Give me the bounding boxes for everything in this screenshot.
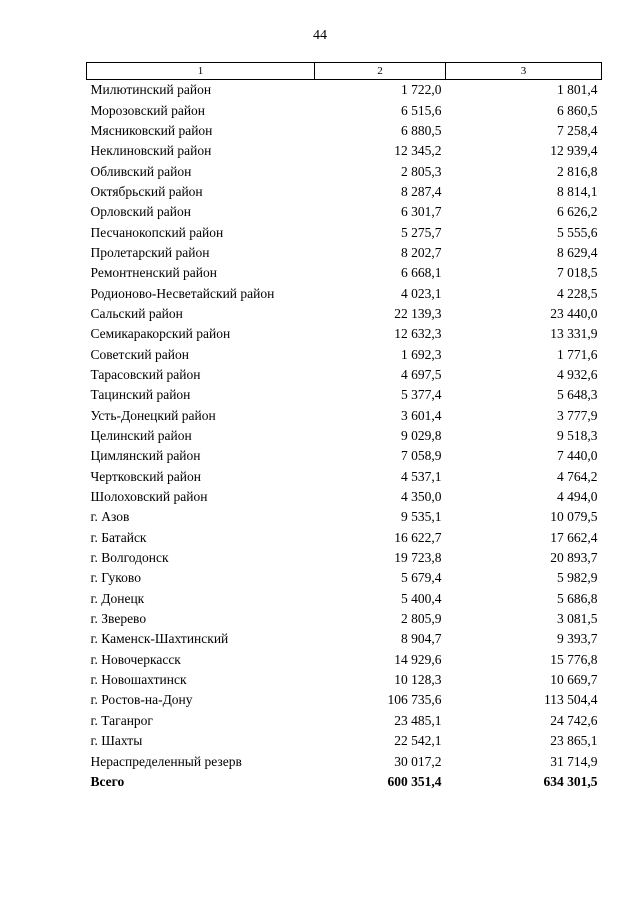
amount-col-2: 6 301,7 [401,204,442,220]
territory-name: Тацинский район [90,387,191,403]
table-row [87,629,602,649]
amount-col-3: 10 079,5 [550,509,598,525]
table-row [87,406,602,426]
table-row [87,711,602,731]
amount-col-2: 2 805,9 [401,611,442,627]
amount-col-2: 12 632,3 [394,326,442,342]
amount-col-3: 9 393,7 [557,631,598,647]
table-row [87,121,602,141]
amount-col-2: 3 601,4 [401,407,442,423]
territory-name: Целинский район [90,428,192,444]
amount-col-3: 8 814,1 [557,183,598,199]
column-header-2: 2 [315,63,446,80]
amount-col-3: 1 801,4 [557,82,598,98]
amount-col-2: 5 275,7 [401,224,442,240]
table-row [87,365,602,385]
territory-name: г. Зверево [90,611,147,627]
amount-col-2: 22 139,3 [394,305,442,321]
territory-name: Октябрьский район [90,183,203,199]
territory-name: Морозовский район [90,102,206,118]
amount-col-3: 1 771,6 [557,346,598,362]
territory-name: г. Гуково [90,570,141,586]
territory-name: Родионово-Несветайский район [90,285,275,301]
amount-col-2: 16 622,7 [394,529,442,545]
territory-name: г. Донецк [90,590,145,606]
table-row [87,487,602,507]
amount-col-3: 7 440,0 [557,448,598,464]
territory-name: Обливский район [90,163,192,179]
amount-col-2: 23 485,1 [394,712,442,728]
amount-col-2: 7 058,9 [401,448,442,464]
table-row [87,568,602,588]
amount-col-3: 17 662,4 [550,529,598,545]
amount-col-2: 8 904,7 [401,631,442,647]
table-row [87,650,602,670]
amount-col-3: 4 932,6 [557,366,598,382]
amount-col-3: 24 742,6 [550,712,598,728]
table-row [87,385,602,405]
amount-col-2: 9 029,8 [401,428,442,444]
amount-col-3: 6 860,5 [557,102,598,118]
table-row [87,467,602,487]
territory-name: Цимлянский район [90,448,201,464]
amount-col-2: 19 723,8 [394,550,442,566]
table-row [87,507,602,527]
table-row [87,731,602,751]
amount-col-3: 7 018,5 [557,265,598,281]
column-header-1: 1 [87,63,315,80]
amount-col-3: 10 669,7 [550,672,598,688]
amount-col-2: 6 515,6 [401,102,442,118]
amount-col-3: 5 555,6 [557,224,598,240]
amount-col-3: 5 648,3 [557,387,598,403]
table-row [87,161,602,181]
amount-col-2: 4 697,5 [401,366,442,382]
amount-col-2: 4 537,1 [401,468,442,484]
amount-col-3: 31 714,9 [550,753,598,769]
amount-col-2: 6 880,5 [401,122,442,138]
amount-col-2: 4 350,0 [401,489,442,505]
amount-col-2: 10 128,3 [394,672,442,688]
total-label: Всего [90,773,125,789]
page-number: 44 [313,28,327,43]
amount-col-3: 12 939,4 [550,143,598,159]
amount-col-2: 8 287,4 [401,183,442,199]
territory-name: г. Азов [90,509,130,525]
amount-col-2: 2 805,3 [401,163,442,179]
amount-col-3: 23 440,0 [550,305,598,321]
amount-col-3: 3 081,5 [557,611,598,627]
amount-col-3: 2 816,8 [557,163,598,179]
table-header-row [87,63,602,80]
amount-col-2: 1 692,3 [401,346,442,362]
territory-name: г. Шахты [90,733,143,749]
territory-name: Советский район [90,346,189,362]
territory-name: г. Волгодонск [90,550,169,566]
territory-name: г. Каменск-Шахтинский [90,631,229,647]
territory-name: Шолоховский район [90,489,208,505]
territory-name: Песчанокопский район [90,224,224,240]
territory-name: Мясниковский район [90,122,213,138]
territory-name: Тарасовский район [90,366,201,382]
amount-col-2: 5 679,4 [401,570,442,586]
table-row [87,446,602,466]
amount-col-2: 9 535,1 [401,509,442,525]
territory-name: Семикаракорский район [90,326,231,342]
table-row [87,263,602,283]
table-row [87,283,602,303]
table-row [87,222,602,242]
territory-name: г. Новошахтинск [90,672,187,688]
table-row [87,528,602,548]
amount-col-2: 8 202,7 [401,244,442,260]
amount-col-3: 20 893,7 [550,550,598,566]
territory-name: Ремонтненский район [90,265,217,281]
territory-name: г. Новочеркасск [90,651,181,667]
amount-col-2: 5 377,4 [401,387,442,403]
amount-col-3: 4 228,5 [557,285,598,301]
table-row [87,324,602,344]
territory-name: Милютинский район [90,82,212,98]
amount-col-3: 5 982,9 [557,570,598,586]
territory-name: Усть-Донецкий район [90,407,216,423]
table-row [87,589,602,609]
table-row [87,548,602,568]
amount-col-2: 6 668,1 [401,265,442,281]
territory-name: Пролетарский район [90,244,210,260]
table-row [87,243,602,263]
table-row [87,751,602,771]
table-row [87,182,602,202]
total-col-2: 600 351,4 [387,773,442,789]
territory-name: Сальский район [90,305,183,321]
amount-col-2: 30 017,2 [394,753,442,769]
table-row [87,202,602,222]
territory-name: г. Батайск [90,529,147,545]
table-row [87,426,602,446]
territory-name: Орловский район [90,204,191,220]
territory-name: Неклиновский район [90,143,212,159]
table-body [87,80,602,793]
territory-name: Нераспределенный резерв [90,753,242,769]
amount-col-2: 5 400,4 [401,590,442,606]
amount-col-3: 15 776,8 [550,651,598,667]
amount-col-3: 8 629,4 [557,244,598,260]
amount-col-3: 4 764,2 [557,468,598,484]
amount-col-3: 5 686,8 [557,590,598,606]
amount-col-2: 4 023,1 [401,285,442,301]
table-row [87,100,602,120]
table-row [87,141,602,161]
amount-col-3: 4 494,0 [557,489,598,505]
table-row [87,670,602,690]
total-col-3: 634 301,5 [543,773,598,789]
amount-col-3: 23 865,1 [550,733,598,749]
column-header-3: 3 [446,63,602,80]
amount-col-3: 7 258,4 [557,122,598,138]
table-row [87,344,602,364]
amount-col-3: 6 626,2 [557,204,598,220]
total-row [87,772,602,792]
territory-name: г. Таганрог [90,712,153,728]
allocation-table [86,62,602,792]
territory-name: Чертковский район [90,468,201,484]
table-row [87,80,602,101]
amount-col-2: 106 735,6 [387,692,442,708]
amount-col-2: 22 542,1 [394,733,442,749]
amount-col-3: 113 504,4 [544,692,598,708]
amount-col-3: 3 777,9 [557,407,598,423]
table-row [87,609,602,629]
territory-name: г. Ростов-на-Дону [90,692,193,708]
table-row [87,690,602,710]
table-row [87,304,602,324]
amount-col-3: 13 331,9 [550,326,598,342]
amount-col-2: 12 345,2 [394,143,442,159]
amount-col-2: 1 722,0 [401,82,442,98]
amount-col-3: 9 518,3 [557,428,598,444]
amount-col-2: 14 929,6 [394,651,442,667]
